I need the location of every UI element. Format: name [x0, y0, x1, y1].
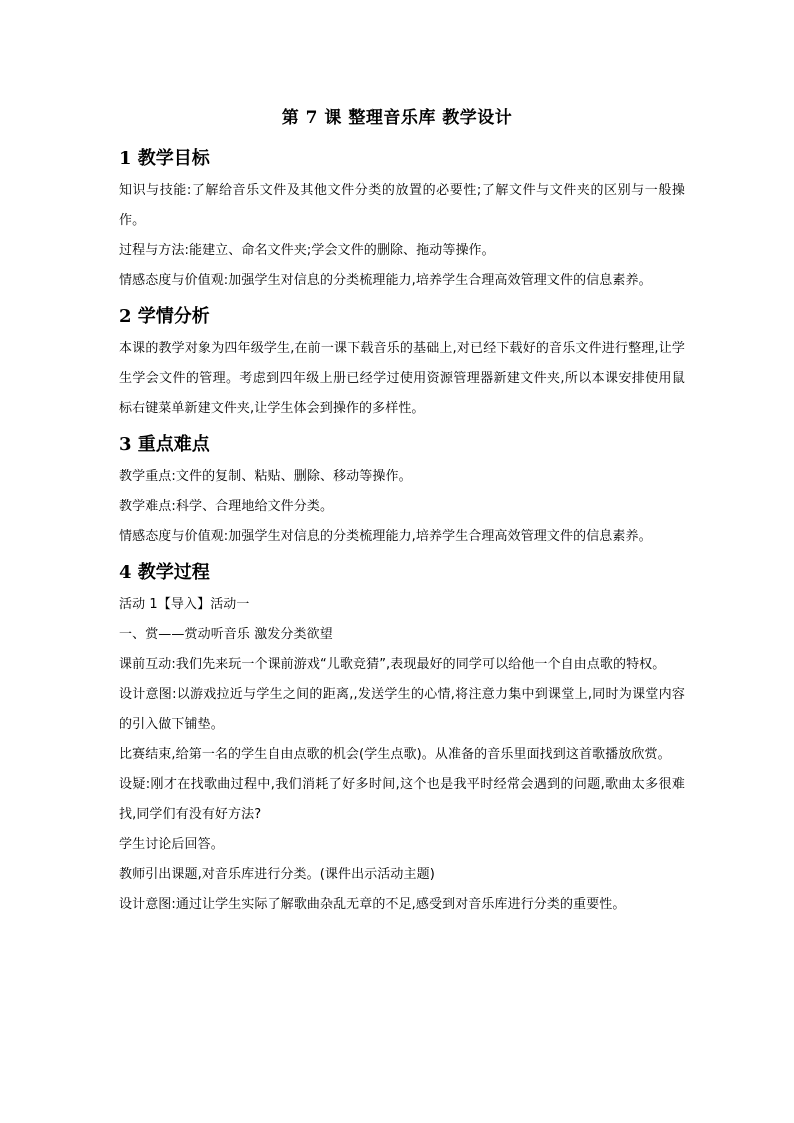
paragraph: 教学难点:科学、合理地给文件分类。 [119, 499, 334, 514]
document-title: 第 7 课 整理音乐库 教学设计 [281, 108, 513, 128]
paragraph: 教师引出课题,对音乐库进行分类。(课件出示活动主题) [119, 867, 435, 882]
section-heading-objectives: 1 教学目标 [119, 148, 210, 169]
section-heading-analysis: 2 学情分析 [119, 306, 210, 327]
paragraph: 课前互动:我们先来玩一个课前游戏“儿歌竞猜”,表现最好的同学可以给他一个自由点歌的特权。 [119, 657, 666, 672]
paragraph: 一、赏——赏动听音乐 激发分类欲望 [119, 627, 333, 642]
section-heading-process: 4 教学过程 [119, 562, 210, 583]
paragraph: 活动 1【导入】活动一 [119, 597, 250, 612]
section-heading-key-points: 3 重点难点 [119, 434, 210, 455]
paragraph: 本课的教学对象为四年级学生,在前一课下载音乐的基础上,对已经下载好的音乐文件进行整理,让学生学会文件的管理。考虑到四年级上册已经学过使用资源管理器新建文件夹,所以本课安排使用鼠标右键菜单新建文件夹,让学生体会到操作的多样性。 [119, 341, 685, 416]
paragraph: 设疑:刚才在找歌曲过程中,我们消耗了好多时间,这个也是我平时经常会遇到的问题,歌曲太多很难找,同学们有没有好方法? [119, 777, 685, 822]
paragraph: 情感态度与价值观:加强学生对信息的分类梳理能力,培养学生合理高效管理文件的信息素养。 [119, 273, 652, 288]
paragraph: 教学重点:文件的复制、粘贴、删除、移动等操作。 [119, 469, 412, 484]
paragraph: 过程与方法:能建立、命名文件夹;学会文件的删除、拖动等操作。 [119, 243, 495, 258]
paragraph: 情感态度与价值观:加强学生对信息的分类梳理能力,培养学生合理高效管理文件的信息素养。 [119, 529, 652, 544]
document-body [119, 146, 685, 920]
paragraph: 设计意图:通过让学生实际了解歌曲杂乱无章的不足,感受到对音乐库进行分类的重要性。 [119, 897, 626, 912]
paragraph: 比赛结束,给第一名的学生自由点歌的机会(学生点歌)。从准备的音乐里面找到这首歌播放欣赏。 [119, 747, 671, 762]
paragraph: 学生讨论后回答。 [119, 837, 224, 852]
paragraph: 知识与技能:了解给音乐文件及其他文件分类的放置的必要性;了解文件与文件夹的区别与一般操作。 [119, 183, 685, 228]
paragraph: 设计意图:以游戏拉近与学生之间的距离,,发送学生的心情,将注意力集中到课堂上,同时为课堂内容的引入做下铺垫。 [119, 687, 685, 732]
